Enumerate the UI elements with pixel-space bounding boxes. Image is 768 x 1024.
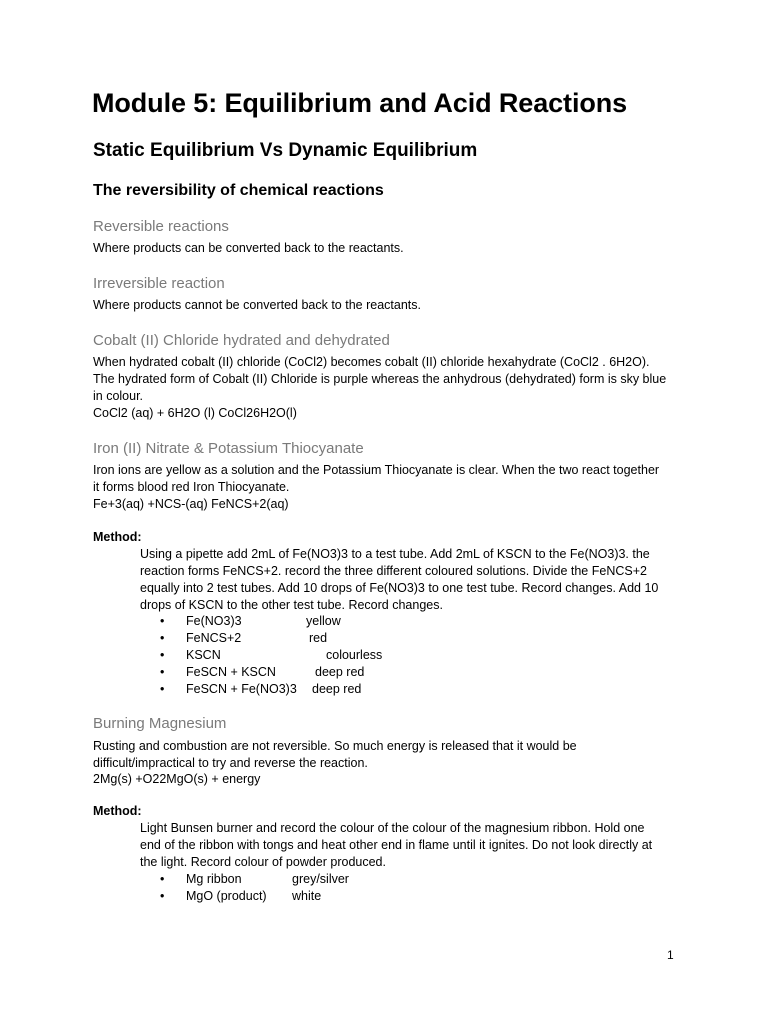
cobalt-line: in colour. [93, 389, 144, 403]
magnesium-method-line: the light. Record colour of powder produced. [140, 855, 386, 869]
material-colour: grey/silver [292, 872, 349, 886]
bullet-icon: • [160, 682, 165, 696]
iron-method-line: equally into 2 test tubes. Add 10 drops of Fe(NO3)3 to one test tube. Record changes. Add 10 [140, 581, 659, 595]
bullet-icon: • [160, 872, 165, 886]
solution-colour: deep red [312, 682, 362, 696]
page-title: Module 5: Equilibrium and Acid Reactions [92, 88, 628, 118]
solution-name: FeNCS+2 [186, 631, 242, 645]
section-heading: The reversibility of chemical reactions [93, 182, 384, 199]
iron-method-line: reaction forms FeNCS+2. record the three different coloured solutions. Divide the FeNCS+2 [140, 564, 647, 578]
magnesium-method-line: end of the ribbon with tongs and heat other end in flame until it ignites. Do not look directly at [140, 838, 653, 852]
magnesium-line: Rusting and combustion are not reversible. So much energy is released that it would be [93, 739, 577, 753]
solution-name: KSCN [186, 648, 221, 662]
cobalt-equation: CoCl2 (aq) + 6H2O (l) CoCl26H2O(l) [93, 406, 297, 420]
iron-line: Iron ions are yellow as a solution and the Potassium Thiocyanate is clear. When the two react together [93, 463, 660, 477]
solution-colour: red [309, 631, 328, 645]
material-name: Mg ribbon [186, 872, 242, 886]
reversible-heading: Reversible reactions [93, 218, 229, 235]
irreversible-heading: Irreversible reaction [93, 275, 225, 292]
iron-method-line: Using a pipette add 2mL of Fe(NO3)3 to a test tube. Add 2mL of KSCN to the Fe(NO3)3. the [140, 547, 650, 561]
solution-colour: deep red [315, 665, 365, 679]
magnesium-heading: Burning Magnesium [93, 715, 227, 732]
material-name: MgO (product) [186, 889, 267, 903]
iron-line: it forms blood red Iron Thiocyanate. [93, 480, 290, 494]
magnesium-method-label: Method: [93, 804, 142, 818]
magnesium-line: difficult/impractical to try and reverse the reaction. [93, 756, 368, 770]
iron-heading: Iron (II) Nitrate & Potassium Thiocyanate [93, 440, 364, 457]
magnesium-equation: 2Mg(s) +O22MgO(s) + energy [93, 772, 261, 786]
bullet-icon: • [160, 648, 165, 662]
subtitle: Static Equilibrium Vs Dynamic Equilibrium [93, 140, 478, 161]
cobalt-line: The hydrated form of Cobalt (II) Chloride is purple whereas the anhydrous (dehydrated) form is sky blue [93, 372, 667, 386]
solution-colour: colourless [326, 648, 383, 662]
solution-name: FeSCN + KSCN [186, 665, 276, 679]
iron-method-label: Method: [93, 530, 142, 544]
cobalt-heading: Cobalt (II) Chloride hydrated and dehydrated [93, 332, 390, 349]
material-colour: white [292, 889, 322, 903]
irreversible-text: Where products cannot be converted back to the reactants. [93, 298, 421, 312]
bullet-icon: • [160, 614, 165, 628]
magnesium-method-line: Light Bunsen burner and record the colour of the colour of the magnesium ribbon. Hold one [140, 821, 645, 835]
solution-name: FeSCN + Fe(NO3)3 [186, 682, 297, 696]
cobalt-line: When hydrated cobalt (II) chloride (CoCl2) becomes cobalt (II) chloride hexahydrate (CoCl2 . 6H2O). [93, 355, 650, 369]
bullet-icon: • [160, 889, 165, 903]
iron-equation: Fe+3(aq) +NCS-(aq) FeNCS+2(aq) [93, 497, 289, 511]
solution-name: Fe(NO3)3 [186, 614, 242, 628]
bullet-icon: • [160, 631, 165, 645]
bullet-icon: • [160, 665, 165, 679]
page-number: 1 [667, 948, 674, 962]
solution-colour: yellow [306, 614, 341, 628]
iron-method-line: drops of KSCN to the other test tube. Record changes. [140, 598, 443, 612]
reversible-text: Where products can be converted back to the reactants. [93, 241, 404, 255]
